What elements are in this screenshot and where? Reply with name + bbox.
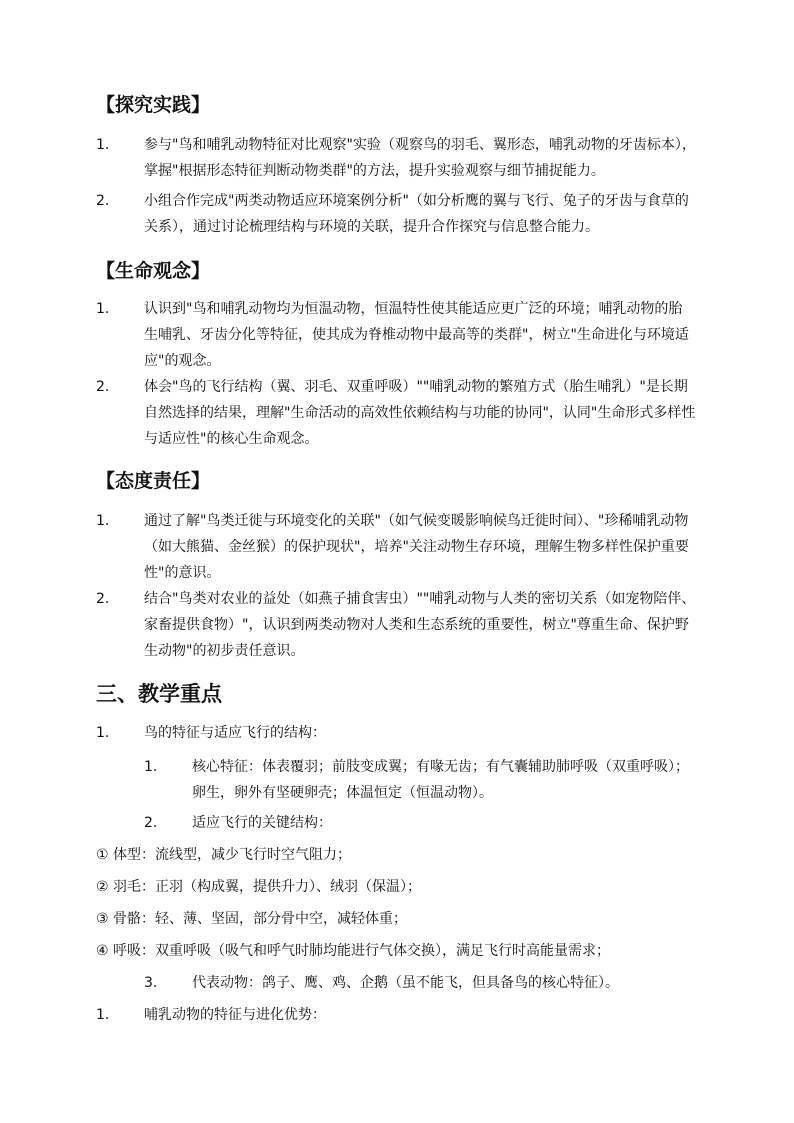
list-text: 小组合作完成"两类动物适应环境案例分析"（如分析鹰的翼与飞行、兔子的牙齿与食草的关系），通过讨论梳理结构与环境的关联，提升合作探究与信息整合能力。 xyxy=(144,193,689,235)
section-heading-zhongdian: 三、教学重点 xyxy=(96,682,222,706)
list-number: 1. xyxy=(96,301,110,317)
list-number: 1. xyxy=(96,1007,110,1023)
section-heading-taidu: 【态度责任】 xyxy=(96,470,211,492)
list-number: 1. xyxy=(96,513,110,529)
sub-list-item xyxy=(144,754,696,806)
circled-item: ④ 呼吸：双重呼吸（吸气和呼气时肺均能进行气体交换），满足飞行时高能量需求； xyxy=(96,943,610,959)
list-number: 1. xyxy=(96,725,110,741)
list-text: 核心特征：体表覆羽；前肢变成翼；有喙无齿；有气囊辅助肺呼吸（双重呼吸）；卵生，卵外有坚硬卵壳；体温恒定（恒温动物）。 xyxy=(192,759,689,801)
list-item xyxy=(96,374,696,452)
list-text: 通过了解"鸟类迁徙与环境变化的关联"（如气候变暖影响候鸟迁徙时间）、"珍稀哺乳动物（如大熊猫、金丝猴）的保护现状"，培养"关注动物生存环境，理解生物多样性保护重要性"的意识。 xyxy=(144,513,689,581)
circled-item: ③ 骨骼：轻、薄、坚固，部分骨中空，减轻体重； xyxy=(96,911,407,927)
list-text: 结合"鸟类对农业的益处（如燕子捕食害虫）""哺乳动物与人类的密切关系（如宠物陪伴、家畜提供食物）"，认识到两类动物对人类和生态系统的重要性，树立"尊重生命、保护野生动物"的初步责任意识。 xyxy=(144,591,696,659)
section-heading-tanjiu: 【探究实践】 xyxy=(96,94,211,116)
list-item xyxy=(96,188,696,240)
list-item xyxy=(96,296,696,374)
list-number: 2. xyxy=(144,815,158,831)
list-item xyxy=(96,720,696,746)
list-text: 认识到"鸟和哺乳动物均为恒温动物，恒温特性使其能适应更广泛的环境；哺乳动物的胎生哺乳、牙齿分化等特征，使其成为脊椎动物中最高等的类群"，树立"生命进化与环境适应"的观念。 xyxy=(144,301,689,369)
list-text: 哺乳动物的特征与进化优势： xyxy=(144,1007,326,1023)
list-text: 鸟的特征与适应飞行的结构： xyxy=(144,725,326,741)
section-heading-shengming: 【生命观念】 xyxy=(96,260,211,282)
sub-list-item xyxy=(144,970,696,996)
list-number: 2. xyxy=(96,193,110,209)
list-number: 1. xyxy=(144,759,158,775)
sub-list-item xyxy=(144,810,696,836)
list-text: 适应飞行的关键结构： xyxy=(192,815,332,831)
list-item xyxy=(96,132,696,184)
list-item xyxy=(96,586,696,664)
list-number: 1. xyxy=(96,137,110,153)
list-number: 2. xyxy=(96,591,110,607)
circled-item: ② 羽毛：正羽（构成翼，提供升力）、绒羽（保温）； xyxy=(96,879,421,895)
list-text: 参与"鸟和哺乳动物特征对比观察"实验（观察鸟的羽毛、翼形态，哺乳动物的牙齿标本），掌握"根据形态特征判断动物类群"的方法，提升实验观察与细节捕捉能力。 xyxy=(144,137,696,179)
list-text: 体会"鸟的飞行结构（翼、羽毛、双重呼吸）""哺乳动物的繁殖方式（胎生哺乳）"是长期自然选择的结果，理解"生命活动的高效性依赖结构与功能的协同"，认同"生命形式多样性与适应性"的核心生命观念。 xyxy=(144,379,696,447)
list-number: 2. xyxy=(96,379,110,395)
circled-item: ① 体型：流线型，减少飞行时空气阻力； xyxy=(96,847,351,863)
list-item xyxy=(96,1002,696,1028)
list-text: 代表动物：鸽子、鹰、鸡、企鹅（虽不能飞，但具备鸟的核心特征）。 xyxy=(192,975,619,991)
list-number: 3. xyxy=(144,975,158,991)
list-item xyxy=(96,508,696,586)
